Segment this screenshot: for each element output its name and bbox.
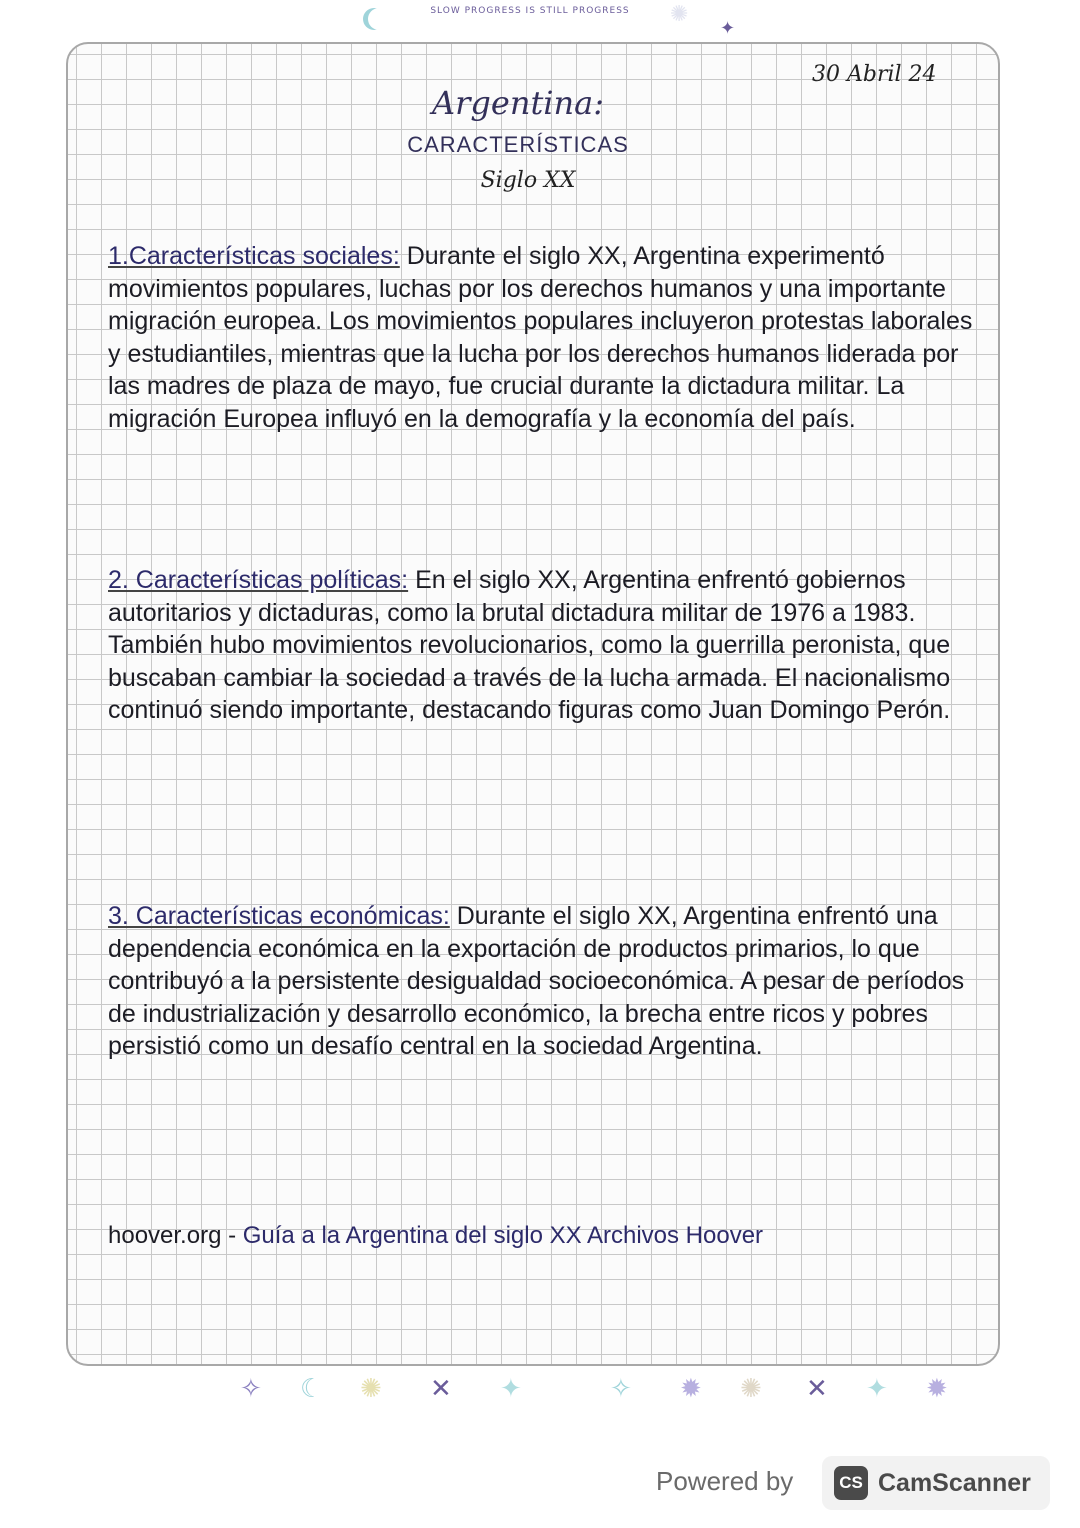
section-social — [108, 240, 978, 435]
sun-icon: ✺ — [670, 2, 689, 27]
top-banner: SLOW PROGRESS IS STILL PROGRESS — [430, 6, 630, 16]
page-title: Argentina: — [432, 84, 604, 122]
sparkle-icon: ✕ — [806, 1374, 828, 1404]
page-date: 30 Abril 24 — [812, 62, 937, 87]
sparkle-icon: ✧ — [610, 1374, 632, 1404]
section-body: En el siglo XX, Argentina enfrentó gobiernos autoritarios y dictaduras, como la brutal dictadura militar de 1976 a 1983. También hubo movimientos revolucionarios, como la guerrilla peronista, que buscaban cambiar la sociedad a través de la lucha armada. El nacionalismo continuó siendo importante, destacando figuras como Juan Domingo Perón. — [108, 566, 951, 724]
sun-icon: ✹ — [680, 1374, 702, 1404]
section-heading: 3. Características económicas: — [108, 902, 450, 930]
sun-icon: ✺ — [740, 1374, 762, 1404]
star-icon: ✦ — [500, 1374, 522, 1404]
moon-icon — [368, 8, 390, 30]
sun-icon: ✺ — [360, 1374, 382, 1404]
sparkle-icon: ✕ — [430, 1374, 452, 1404]
section-heading: 1.Características sociales: — [108, 242, 400, 270]
section-political — [108, 564, 978, 727]
sun-icon: ✹ — [926, 1374, 948, 1404]
camscanner-logo-icon: CS — [834, 1466, 868, 1500]
source-citation — [108, 1222, 978, 1250]
section-body: Durante el siglo XX, Argentina experimentó movimientos populares, luchas por los derechos humanos y una importante migración europea. Los movimientos populares incluyeron protestas laborales y estudiantiles, mientras que la lucha por los derechos humanos liderada por las madres de plaza de mayo, fue crucial durante la dictadura militar. La migración Europea influyó en la demografía y la economía del país. — [108, 242, 973, 433]
source-separator: - — [221, 1222, 243, 1249]
powered-by-label: Powered by — [656, 1466, 794, 1496]
notebook-page — [66, 42, 1000, 1366]
moon-icon: ☾ — [300, 1374, 324, 1404]
section-heading: 2. Características políticas: — [108, 566, 409, 594]
camscanner-badge — [822, 1456, 1050, 1510]
page-century: Siglo XX — [480, 168, 576, 193]
sparkle-icon: ✧ — [240, 1374, 262, 1404]
sparkle-icon: ✦ — [720, 18, 736, 39]
source-site: hoover.org — [108, 1222, 222, 1249]
page-subtitle: CARACTERÍSTICAS — [407, 132, 629, 157]
section-body: Durante el siglo XX, Argentina enfrentó una dependencia económica en la exportación de productos primarios, lo que contribuyó a la persistente desigualdad socioeconómica. A pesar de períodos de industrialización y desarrollo económico, la brecha entre ricos y pobres persistió como un desafío central en la sociedad Argentina. — [108, 902, 965, 1060]
star-icon: ✦ — [866, 1374, 888, 1404]
source-title: Guía a la Argentina del siglo XX Archivos Hoover — [242, 1222, 764, 1249]
camscanner-name: CamScanner — [878, 1468, 1031, 1497]
section-economic — [108, 900, 978, 1063]
